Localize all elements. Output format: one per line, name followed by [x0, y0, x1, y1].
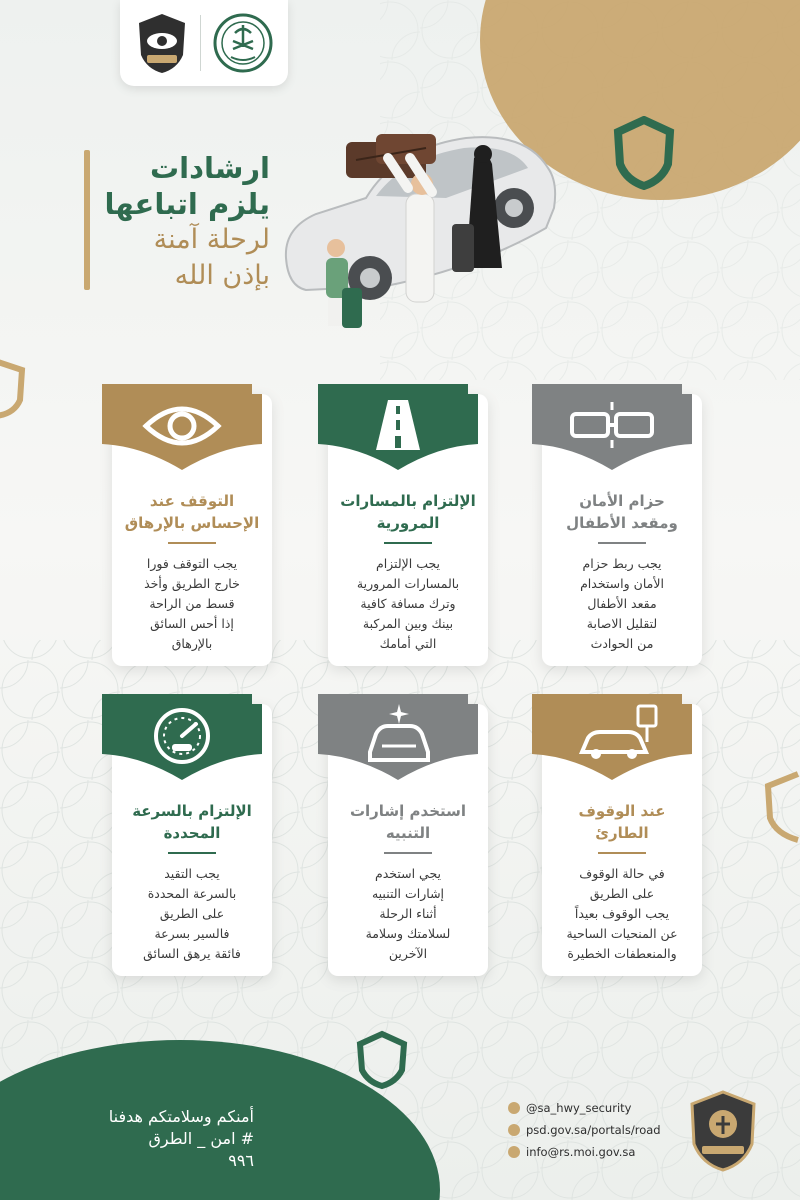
moi-emblem-icon	[211, 11, 275, 75]
title-line: لرحلة آمنة	[153, 224, 270, 255]
guideline-card	[328, 394, 488, 666]
card-title: الإلتزام بالسرعة المحددة	[132, 802, 252, 842]
page-title	[100, 150, 270, 294]
hashtag[interactable]: # امن _ الطرق	[148, 1129, 254, 1148]
title-line: يلزم اتباعها	[104, 187, 270, 221]
logo-divider	[200, 15, 201, 71]
shield-outline-icon	[0, 356, 30, 420]
speedometer-icon	[156, 710, 208, 762]
guideline-card	[112, 704, 272, 976]
card-divider	[168, 542, 216, 544]
mail-icon	[508, 1146, 520, 1158]
card-body: يجب التقيد بالسرعة المحددة على الطريق فالسير بسرعة فائقة يرهق السائق	[143, 866, 241, 961]
card-header-banner	[318, 694, 478, 784]
card-divider	[384, 542, 432, 544]
card-divider	[384, 852, 432, 854]
card-title: عند الوقوف الطارئ	[578, 802, 666, 842]
highway-security-badge-icon	[686, 1088, 760, 1174]
card-title: حزام الأمان ومقعد الأطفال	[566, 492, 678, 532]
shield-outline-icon	[612, 116, 676, 190]
card-body: يجب ربط حزام الأمان واستخدام مقعد الأطفال لتقليل الاصابة من الحوادث	[580, 556, 664, 651]
guideline-card	[328, 704, 488, 976]
card-title: التوقف عند الإحساس بالإرهاق	[124, 492, 260, 532]
card-divider	[598, 542, 646, 544]
card-body: يجب الإلتزام بالمسارات المرورية وترك مسافة كافية بينك وبين المركبة التي أمامك	[356, 556, 460, 651]
guideline-card	[112, 394, 272, 666]
shield-outline-icon	[356, 1030, 408, 1090]
contact-text: psd.gov.sa/portals/road	[526, 1123, 661, 1137]
title-line: بإذن الله	[174, 260, 270, 291]
card-divider	[598, 852, 646, 854]
card-title: الإلتزام بالمسارات المرورية	[340, 492, 476, 532]
card-title: استخدم إشارات التنبيه	[349, 802, 467, 842]
contact-list	[508, 1098, 678, 1164]
card-header-banner	[102, 694, 262, 784]
contact-website[interactable]	[508, 1120, 678, 1140]
twitter-icon	[508, 1102, 520, 1114]
public-security-badge-icon	[133, 11, 191, 75]
family-car-illustration	[276, 118, 566, 348]
guideline-card	[542, 704, 702, 976]
slogan-line: أمنكم وسلامتكم هدفنا	[108, 1107, 254, 1126]
card-header-banner	[532, 694, 692, 784]
emergency-number: ٩٩٦	[228, 1151, 254, 1170]
card-divider	[168, 852, 216, 854]
card-body: في حالة الوقوف على الطريق يجب الوقوف بعيداً عن المنحيات الساحية والمنعطفات الخطيرة	[566, 866, 678, 961]
contact-email[interactable]	[508, 1142, 678, 1162]
contact-text: info@rs.moi.gov.sa	[526, 1145, 636, 1159]
globe-icon	[508, 1124, 520, 1136]
title-line: ارشادات	[149, 151, 270, 185]
card-header-banner	[318, 384, 478, 474]
guideline-card	[542, 394, 702, 666]
card-header-banner	[102, 384, 262, 474]
shield-outline-icon	[758, 770, 800, 844]
card-body: يجي استخدم إشارات التنبيه أثناء الرحلة لسلامتك وسلامة الآخرين	[365, 866, 451, 961]
card-body: يجب التوقف فورا خارج الطريق وأخذ قسط من الراحة إذا أحس السائق بالإرهاق	[144, 556, 240, 651]
contact-text: @sa_hwy_security	[526, 1101, 632, 1115]
contact-twitter[interactable]	[508, 1098, 678, 1118]
logo-card	[120, 0, 288, 86]
card-header-banner	[532, 384, 692, 474]
title-accent-bar	[84, 150, 90, 290]
footer-slogan	[94, 1106, 254, 1172]
